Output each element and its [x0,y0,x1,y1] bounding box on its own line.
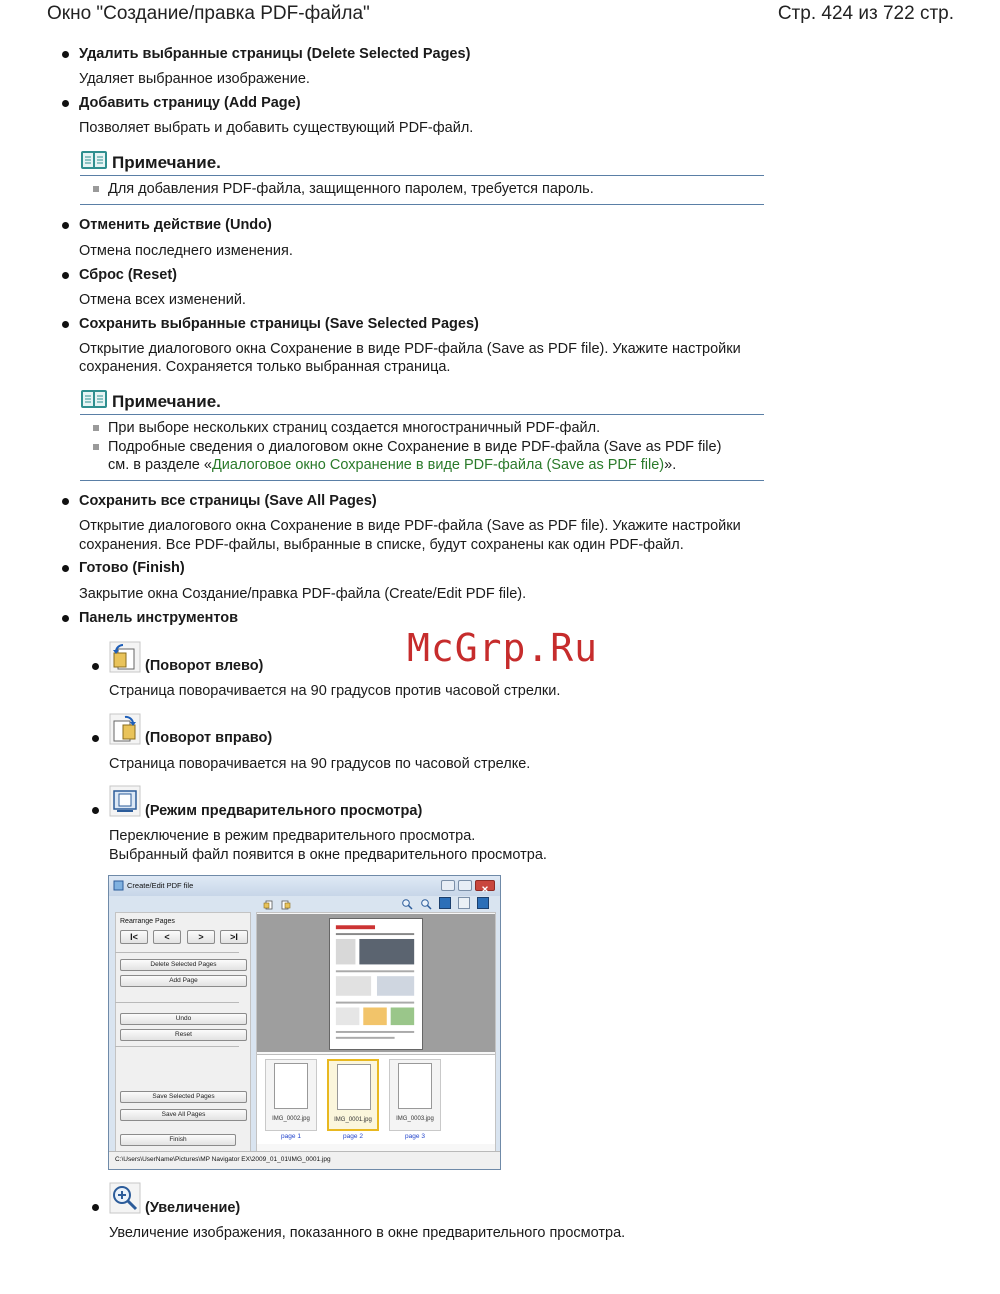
save-as-pdf-link[interactable]: Диалоговое окно Сохранение в виде PDF-файла (Save as PDF file) [211,457,665,473]
window-title: Create/Edit PDF file [127,881,194,890]
zoom-in-icon[interactable] [401,897,413,909]
note2-suffix: ». [664,457,677,473]
item-text-add-page: Позволяет выбрать и добавить существующий PDF-файл. [79,120,474,136]
reset-button[interactable]: Reset [120,1029,247,1041]
tool-text-rotate-left: Страница поворачивается на 90 градусов против часовой стрелки. [109,683,561,699]
add-page-button[interactable]: Add Page [120,975,247,987]
tool-text-zoom-in: Увеличение изображения, показанного в окне предварительного просмотра. [109,1225,626,1241]
zoom-in-icon [109,1182,141,1214]
save-all-pages-button[interactable]: Save All Pages [120,1109,247,1121]
bullet [92,1204,99,1211]
note-label: Примечание. [112,392,221,411]
note-header [80,150,764,176]
item-text-reset: Отмена всех изменений. [79,292,246,308]
item-text-finish: Закрытие окна Создание/правка PDF-файла (Create/Edit PDF file). [79,586,527,602]
tool-title-preview: (Режим предварительного просмотра) [145,803,423,819]
tool-text-rotate-right: Страница поворачивается на 90 градусов по часовой стрелке. [109,756,531,772]
close-button[interactable] [475,880,495,891]
maximize-button[interactable] [458,880,472,891]
window-title-bar [109,876,500,896]
bullet [62,321,69,328]
note2-text-2: Подробные сведения о диалоговом окне Сохранение в виде PDF-файла (Save as PDF file) [108,439,722,455]
bullet [92,663,99,670]
item-title-add-page: Добавить страницу (Add Page) [79,95,301,111]
thumbnail-filename: IMG_0002.jpg [272,1116,310,1122]
divider [115,952,239,953]
note-label: Примечание. [112,153,221,172]
rotate-left-icon [109,641,141,673]
tool-title-zoom-in: (Увеличение) [145,1200,241,1216]
thumbnail-mode-icon[interactable] [458,897,470,909]
thumbnail-page-label: page 3 [405,1133,425,1140]
item-title-save-selected: Сохранить выбранные страницы (Save Selected Pages) [79,316,479,332]
bullet [62,498,69,505]
note-bullet [93,186,99,192]
note1-text: Для добавления PDF-файла, защищенного паролем, требуется пароль. [108,181,594,197]
file-path: C:\Users\UserName\Pictures\MP Navigator EX\2009_01_01\IMG_0001.jpg [115,1156,331,1163]
thumbnail-page-image [274,1063,308,1109]
rotate-right-icon [109,713,141,745]
finish-button[interactable]: Finish [120,1134,236,1146]
close-icon [476,885,494,894]
item-text-save-all-2: сохранения. Все PDF-файлы, выбранные в списке, будут сохранены как один PDF-файл. [79,537,684,553]
tool-text-preview-1: Переключение в режим предварительного просмотра. [109,828,476,844]
undo-button[interactable]: Undo [120,1013,247,1025]
note-bullet [93,425,99,431]
thumbnail-page-image [398,1063,432,1109]
status-bar [109,1151,500,1169]
note2-prefix: см. в разделе « [108,457,212,473]
prev-page-button[interactable]: < [153,930,181,944]
bullet [62,51,69,58]
page-indicator: Стр. 424 из 722 стр. [777,3,954,24]
bullet [92,735,99,742]
item-text-delete-selected: Удаляет выбранное изображение. [79,71,310,87]
app-icon [113,880,124,891]
tool-text-preview-2: Выбранный файл появится в окне предварительного просмотра. [109,847,547,863]
thumbnail-page-label: page 1 [281,1133,301,1140]
bullet [62,615,69,622]
item-text-save-all-1: Открытие диалогового окна Сохранение в виде PDF-файла (Save as PDF file). Укажите настройки [79,518,741,534]
item-text-undo: Отмена последнего изменения. [79,243,293,259]
item-title-finish: Готово (Finish) [79,560,185,576]
page-thumbnail-image [330,919,422,1049]
preview-page-image [329,918,423,1050]
thumbnail-item[interactable] [389,1059,441,1131]
preview-mode-icon [109,785,141,817]
thumbnail-filename: IMG_0001.jpg [334,1117,372,1123]
item-title-delete-selected: Удалить выбранные страницы (Delete Selected Pages) [79,46,471,62]
first-page-button[interactable]: I< [120,930,148,944]
item-text-save-selected-2: сохранения. Сохраняется только выбранная страница. [79,359,451,375]
thumbnail-page-label: page 2 [343,1133,363,1140]
zoom-out-icon[interactable] [420,897,432,909]
item-title-reset: Сброс (Reset) [79,267,178,283]
rearrange-pages-label: Rearrange Pages [120,918,175,925]
save-selected-pages-button[interactable]: Save Selected Pages [120,1091,247,1103]
item-title-save-all: Сохранить все страницы (Save All Pages) [79,493,377,509]
preview-mode-icon[interactable] [477,897,489,909]
note-divider [80,204,764,205]
page-header [0,0,1000,30]
item-text-save-selected-1: Открытие диалогового окна Сохранение в виде PDF-файла (Save as PDF file). Укажите настройки [79,341,741,357]
book-icon [80,389,108,409]
next-page-button[interactable]: > [187,930,215,944]
bullet [62,100,69,107]
divider [115,1002,239,1003]
note-bullet [93,444,99,450]
note2-text-1: При выборе нескольких страниц создается многостраничный PDF-файл. [108,420,601,436]
thumbnail-item[interactable] [265,1059,317,1131]
thumbnail-item-selected[interactable] [327,1059,379,1131]
item-title-toolbar: Панель инструментов [79,610,239,626]
rotate-right-icon[interactable] [280,897,292,909]
whole-image-icon[interactable] [439,897,451,909]
minimize-button[interactable] [441,880,455,891]
item-title-undo: Отменить действие (Undo) [79,217,272,233]
page-title: Окно "Создание/правка PDF-файла" [47,3,370,24]
app-window-screenshot [108,875,501,1170]
thumbnail-filename: IMG_0003.jpg [396,1116,434,1122]
note2-text-3 [108,456,676,475]
last-page-button[interactable]: >I [220,930,248,944]
delete-selected-pages-button[interactable]: Delete Selected Pages [120,959,247,971]
thumbnail-list [257,1054,495,1144]
note-divider [80,480,764,481]
divider [115,1046,239,1047]
bullet [62,272,69,279]
bullet [62,565,69,572]
watermark: McGrp.Ru [407,626,599,670]
book-icon [80,150,108,170]
preview-area [257,914,495,1052]
bullet [62,222,69,229]
bullet [92,807,99,814]
note-header [80,389,764,415]
tool-title-rotate-left: (Поворот влево) [145,658,264,674]
tool-title-rotate-right: (Поворот вправо) [145,730,273,746]
rotate-left-icon[interactable] [262,897,274,909]
thumbnail-page-image [337,1064,371,1110]
